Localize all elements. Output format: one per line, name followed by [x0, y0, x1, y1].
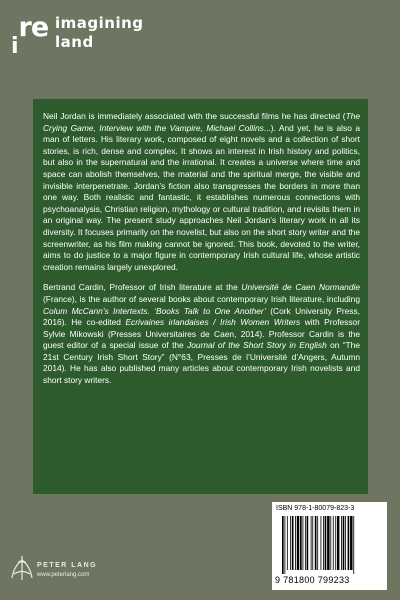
bio-text-run: Journal of the Short Story in English [187, 340, 327, 351]
bio-text-run: Bertrand Cardin, Professor of Irish literature at the [43, 282, 242, 293]
blurb-text-run: ...). And yet, he is also a man of letters. His literary work, composed of eight novels and a collection of short stories, is rich, dense and complex. It shows an interest in Irish history and politics, but also in the supernatural and the irrational. It creates a universe where time and space can abolish themselves, the material and the spiritual merge, the visible and invisible interpenetrate. Jordan’s fiction also transgresses the borders in more than one way. Both realistic and fantastic, it establishes numerous connections with psychoanalysis, Christian religion, mythology or cultural tradition, and revisits them in an original way. The present study approaches Neil Jordan’s literary work in all its diversity. It focuses primarily on the novelist, but also on the short story writer and the screenwriter, as his film making cannot be ignored. This book, devoted to the writer, aims to do justice to a major figure in contemporary Irish cultural life, whose artistic creation remains largely unexplored. [43, 122, 360, 272]
book-blurb [43, 111, 360, 273]
peter-lang-sword-icon [8, 552, 36, 582]
barcode-digits: 9 781800 799233 [275, 575, 350, 585]
publisher-url: www.peterlang.com [37, 572, 90, 578]
isbn-barcode [272, 502, 387, 590]
bio-text-run: Ecrivaines irlandaises / Irish Women Writers [125, 317, 301, 328]
back-cover-text-panel [33, 99, 368, 494]
isbn-label: ISBN 978-1-80079-823-3 [276, 505, 355, 512]
blurb-text-run: The Crying Game, Interview with the Vampire, Michael Collins [43, 111, 360, 133]
bio-text-run: on “The 21st Century Irish Short Story” (N°63, Presses de l’Université d’Angers, Autumn 2014). He has also published many articles about contemporary Irish novelists and short story writers. [43, 340, 360, 386]
logo-letter-i: i [11, 34, 19, 59]
publisher-name: PETER LANG [37, 562, 98, 569]
bio-text-run: with Professor Sylvie Mikowski (Presses Universitaires de Caen, 2014). Professor Cardin is the guest editor of a special issue of the [43, 317, 360, 351]
bio-text-run: (France), is the author of several books about contemporary Irish literature, including [43, 293, 360, 304]
publisher-logo [8, 552, 148, 592]
bio-text-run: Université de Caen Normandie [241, 282, 360, 293]
barcode-icon [282, 516, 378, 574]
logo-word-land: land [55, 33, 94, 51]
author-bio [43, 282, 360, 386]
bio-text-run: Colum McCann’s Intertexts. ‘Books Talk to One Another’ [43, 305, 266, 316]
series-logo-words [55, 14, 144, 52]
bio-text-run: (Cork University Press, 2016). He co-edited [43, 305, 360, 328]
series-logo [11, 10, 191, 70]
logo-letters-re: re [18, 12, 49, 43]
logo-word-imagining: imagining [55, 14, 144, 32]
blurb-text-run: Neil Jordan is immediately associated with the successful films he has directed ( [43, 111, 346, 121]
